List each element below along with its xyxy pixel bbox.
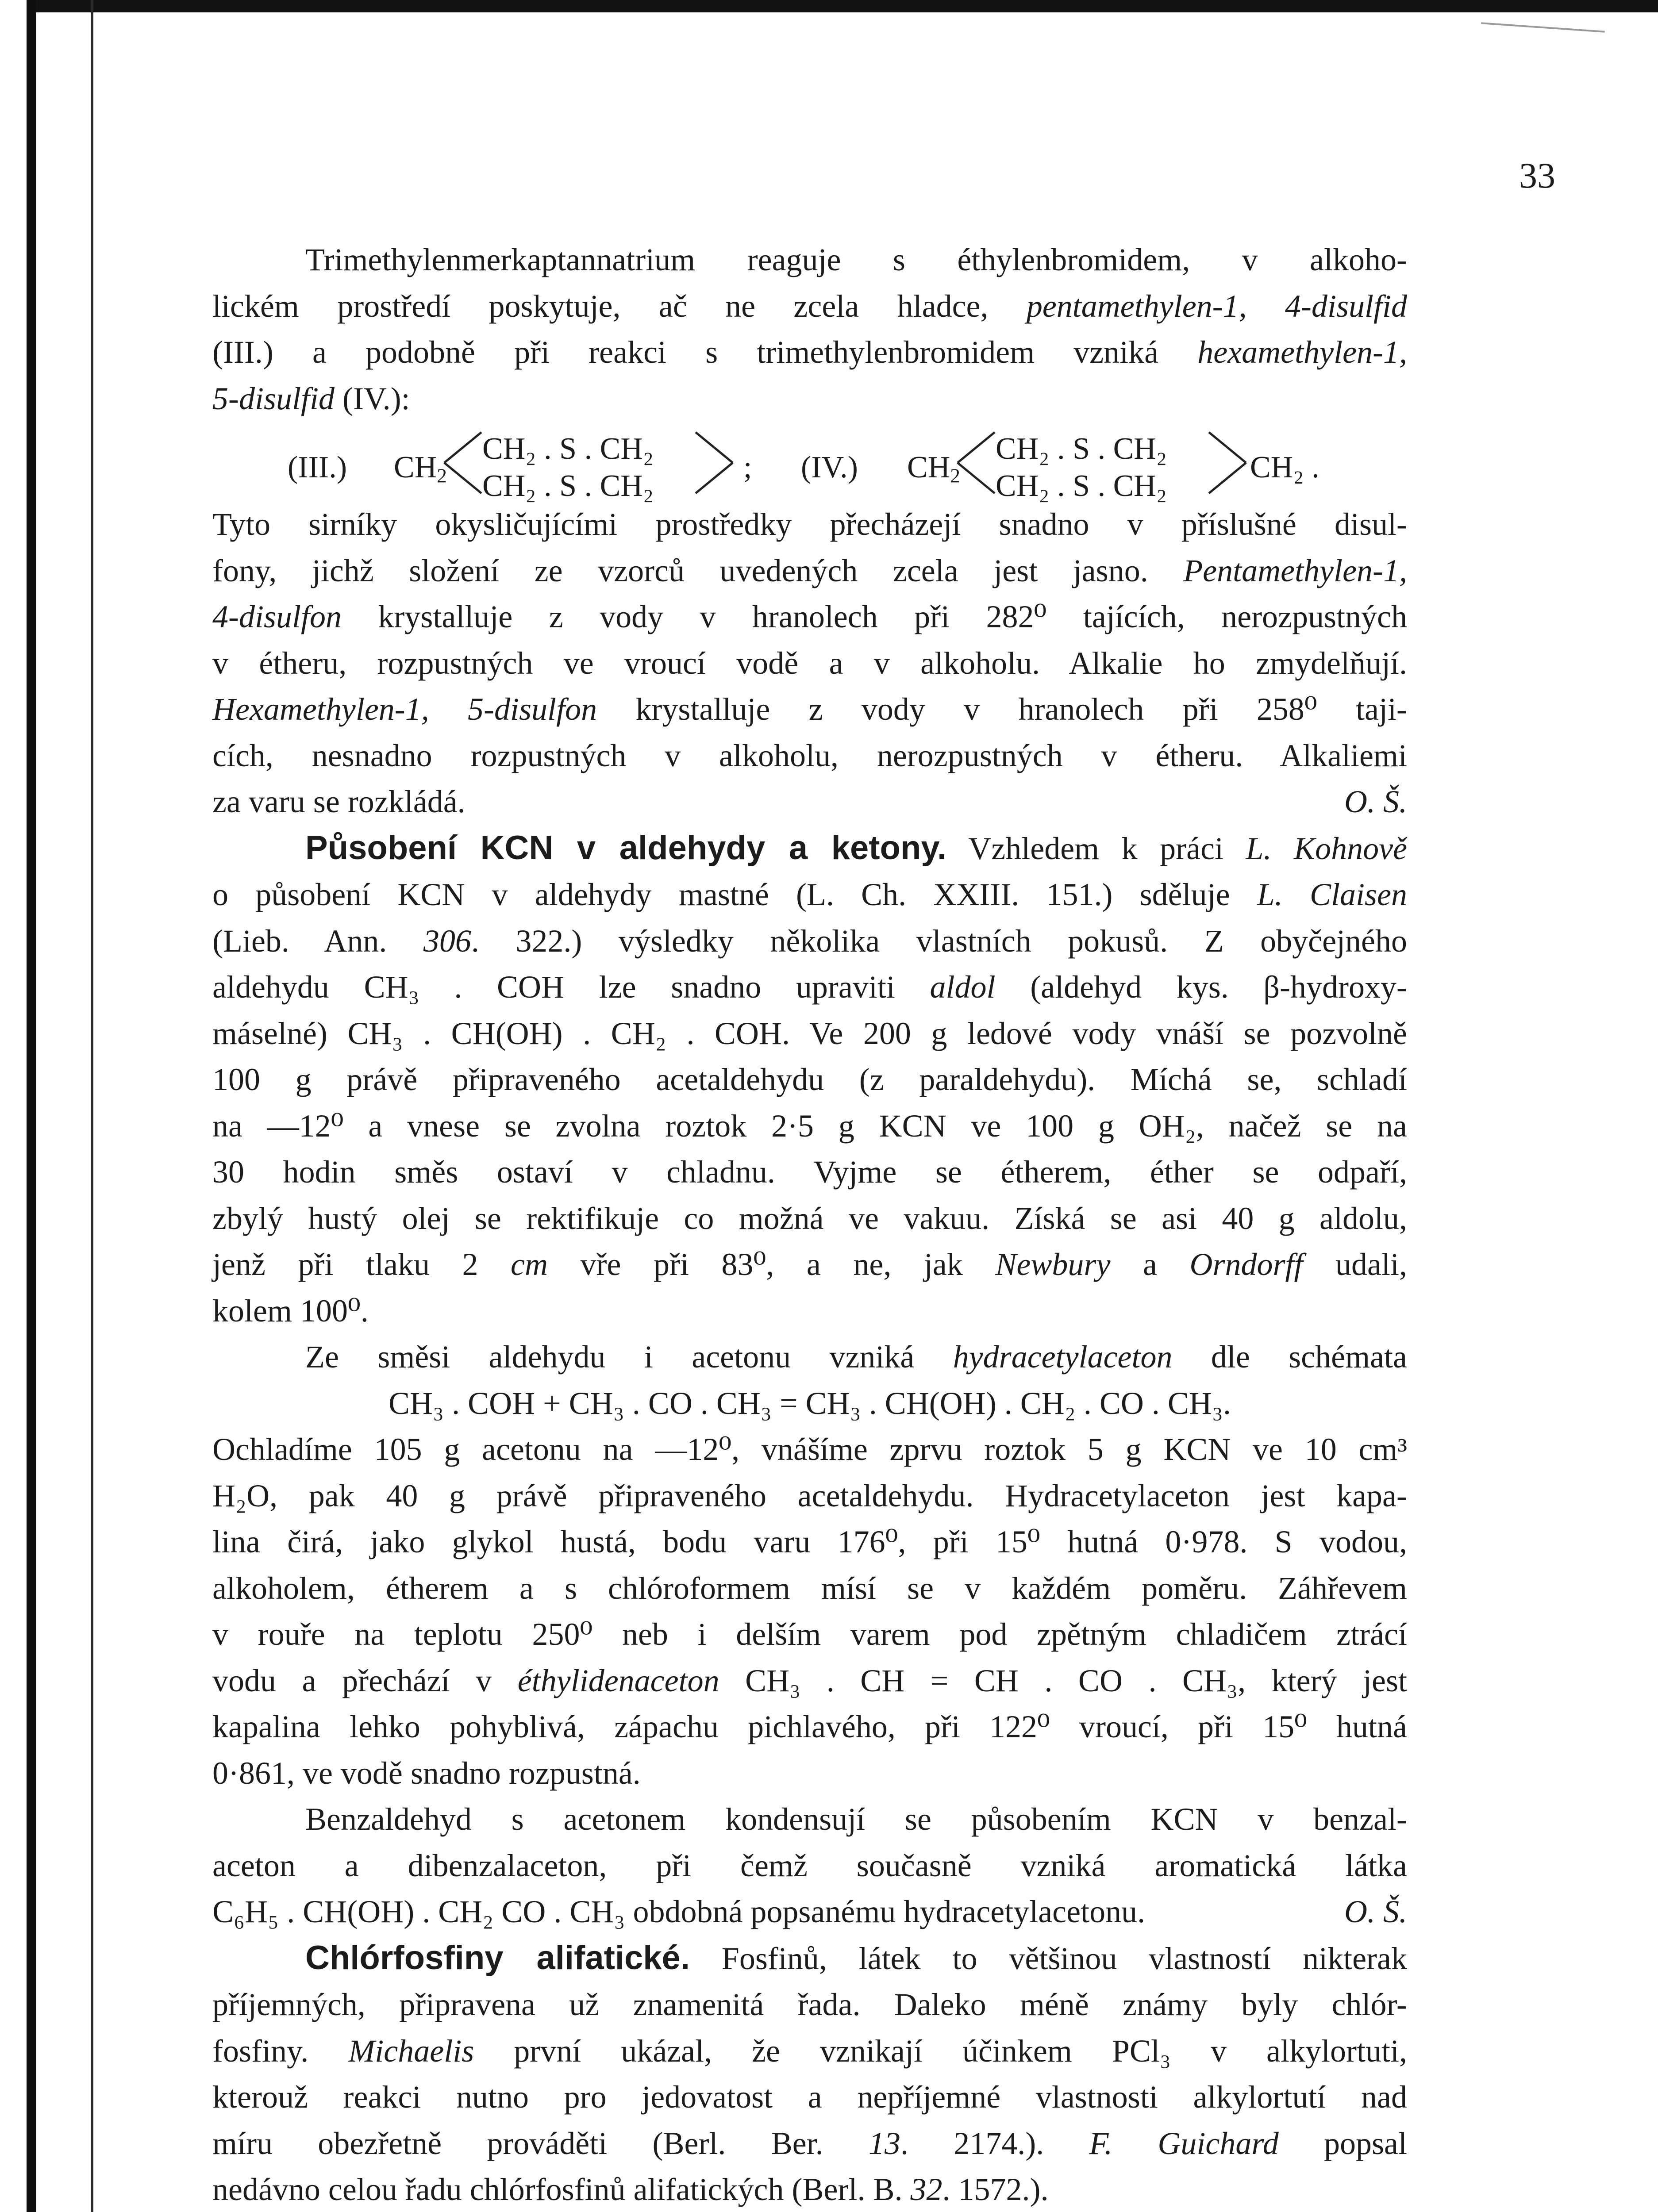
text-line: 5-disulfid (IV.): (212, 380, 410, 416)
text-line: 30 hodin směs ostaví v chladnu. Vyjme se étherem, éther se odpaří, (212, 1154, 1407, 1190)
formula-separator: ; (743, 450, 752, 484)
text-line: nedávno celou řadu chlórfosfinů alifatických (Berl. B. 32. 1572.). (212, 2172, 1049, 2207)
formula-tail-iv: CH₂ . (1250, 450, 1319, 484)
text-line: na —12⁰ a vnese se zvolna roztok 2·5 g KCN ve 100 g OH₂, načež se na (212, 1108, 1407, 1144)
text-line: zbylý hustý olej se rektifikuje co možná ve vakuu. Získá se asi 40 g aldolu, (212, 1200, 1407, 1236)
text-line: (Lieb. Ann. 306. 322.) výsledky několika vlastních pokusů. Z obyčejného (212, 923, 1407, 959)
text-line: 0·861, ve vodě snadno rozpustná. (212, 1755, 641, 1791)
text-line: Působení KCN v aldehydy a ketony. Vzhledem k práci L. Kohnově (305, 829, 1407, 867)
text-line: lickém prostředí poskytuje, ač ne zcela hladce, pentamethylen-1, 4-disulfid (212, 288, 1407, 324)
bracket-right (695, 430, 735, 496)
text-line: příjemných, připravena už znamenitá řada. Daleko méně známy byly chlór- (212, 1987, 1407, 2022)
text-line: Trimethylenmerkaptannatrium reaguje s éthylenbromidem, v alkoho- (305, 242, 1407, 277)
text-line: v étheru, rozpustných ve vroucí vodě a v alkoholu. Alkalie ho zmydelňují. (212, 645, 1407, 681)
text-line: kapalina lehko pohyblivá, zápachu pichlavého, při 122⁰ vroucí, při 15⁰ hutná (212, 1709, 1407, 1744)
text-line: 4-disulfon krystalluje z vody v hranolech při 282⁰ tajících, nerozpustných (212, 599, 1407, 634)
formula-ch2: $CH_2$ (394, 450, 447, 487)
text-line: Hexamethylen-1, 5-disulfon krystalluje z vody v hranolech při 258⁰ taji- (212, 691, 1407, 727)
text-line: (III.) a podobně při reakci s trimethylenbromidem vzniká hexamethylen-1, (212, 334, 1407, 370)
page-content (212, 237, 1407, 2212)
text-line: fosfiny. Michaelis první ukázal, že vznikají účinkem PCl₃ v alkylortuti, (212, 2033, 1407, 2069)
paragraph-disulfon (212, 501, 1407, 825)
structural-formulas (212, 426, 1407, 501)
section-heading: Působení KCN v aldehydy a ketony. (305, 829, 947, 867)
section-heading: Chlórfosfiny alifatické. (305, 1939, 690, 1977)
bracket-left (442, 430, 482, 496)
formula-ch2: $CH_2$ (907, 450, 960, 487)
formula-bottom-iv: CH₂ . S . CH₂ (996, 469, 1167, 503)
bracket-right (1208, 430, 1248, 496)
scan-border-inner (91, 0, 93, 2212)
reaction-equation: CH₃ . COH + CH₃ . CO . CH₃ = CH₃ . CH(OH) . CH₂ . CO . CH₃. (389, 1385, 1231, 1421)
text-line: aceton a dibenzalaceton, při čemž současně vzniká aromatická látka (212, 1847, 1407, 1883)
section-kcn (212, 825, 1407, 1334)
text-line: máselné) CH₃ . CH(OH) . CH₂ . COH. Ve 200 g ledové vody vnáší se pozvolně (212, 1015, 1407, 1051)
text-line: Chlórfosfiny alifatické. Fosfinů, látek to většinou vlastností nikterak (305, 1939, 1407, 1977)
scan-border-top (27, 0, 1658, 12)
text-line: Ochladíme 105 g acetonu na —12⁰, vnášíme zprvu roztok 5 g KCN ve 10 cm³ (212, 1432, 1407, 1467)
paragraph-benzaldehyd (212, 1796, 1407, 1935)
formula-top-iii: CH₂ . S . CH₂ (482, 432, 654, 466)
paragraph-hydracetylaceton (212, 1334, 1407, 1796)
text-line: Benzaldehyd s acetonem kondensují se působením KCN v benzal- (305, 1801, 1407, 1837)
text-line: míru obezřetně prováděti (Berl. Ber. 13. 2174.). F. Guichard popsal (212, 2125, 1407, 2161)
text-line: vodu a přechází v éthylidenaceton CH₃ . CH = CH . CO . CH₃, který jest (212, 1663, 1408, 1698)
text-line: fony, jichž složení ze vzorců uvedených zcela jest jasno. Pentamethylen-1, (212, 553, 1407, 588)
text-line: alkoholem, étherem a s chlóroformem mísí se v každém poměru. Záhřevem (212, 1570, 1407, 1606)
text-line: lina čirá, jako glykol hustá, bodu varu 176⁰, při 15⁰ hutná 0·978. S vodou, (212, 1524, 1407, 1559)
text-line: H₂O, pak 40 g právě připraveného acetaldehydu. Hydracetylaceton jest kapa- (212, 1478, 1407, 1513)
scan-mark (1481, 22, 1605, 33)
formula-label-iv: (IV.) (801, 450, 858, 484)
formula-top-iv: CH₂ . S . CH₂ (996, 432, 1167, 466)
text-line: cích, nesnadno rozpustných v alkoholu, nerozpustných v étheru. Alkaliemi (212, 737, 1407, 773)
text-line: kterouž reakci nutno pro jedovatost a nepříjemné vlastnosti alkylortutí nad (212, 2079, 1407, 2115)
text-line: 100 g právě připraveného acetaldehydu (z paraldehydu). Míchá se, schladí (212, 1062, 1407, 1097)
text-line: kolem 100⁰. (212, 1293, 369, 1329)
formula-label-iii: (III.) (288, 450, 347, 484)
text-line: Ze směsi aldehydu i acetonu vzniká hydracetylaceton dle schémata (305, 1339, 1407, 1375)
text-line: v rouře na teplotu 250⁰ neb i delším varem pod zpětným chladičem ztrácí (212, 1617, 1407, 1652)
paragraph-disulfid (212, 237, 1407, 422)
formula-bottom-iii: CH₂ . S . CH₂ (482, 469, 654, 503)
author-signature: O. Š. (1344, 1894, 1407, 1929)
bracket-left (956, 430, 996, 496)
text-line: C₆H₅ . CH(OH) . CH₂ CO . CH₃ obdobná popsanému hydracetylacetonu. O. Š. (212, 1889, 1407, 1935)
page-number: 33 (1519, 155, 1555, 196)
section-chlorfosfiny (212, 1935, 1407, 2212)
text-line: o působení KCN v aldehydy mastné (L. Ch. XXIII. 151.) sděluje L. Claisen (212, 877, 1407, 912)
author-signature: O. Š. (1344, 784, 1407, 819)
text-line: Tyto sirníky okysličujícími prostředky přecházejí snadno v příslušné disul- (212, 507, 1407, 542)
text-line: aldehydu CH₃ . COH lze snadno upraviti aldol (aldehyd kys. β-hydroxy- (212, 969, 1407, 1005)
scan-border-left (27, 0, 36, 2212)
text-line: za varu se rozkládá. O. Š. (212, 779, 1407, 825)
text-line: jenž při tlaku 2 cm vře při 83⁰, a ne, jak Newbury a Orndorff udali, (212, 1247, 1408, 1282)
